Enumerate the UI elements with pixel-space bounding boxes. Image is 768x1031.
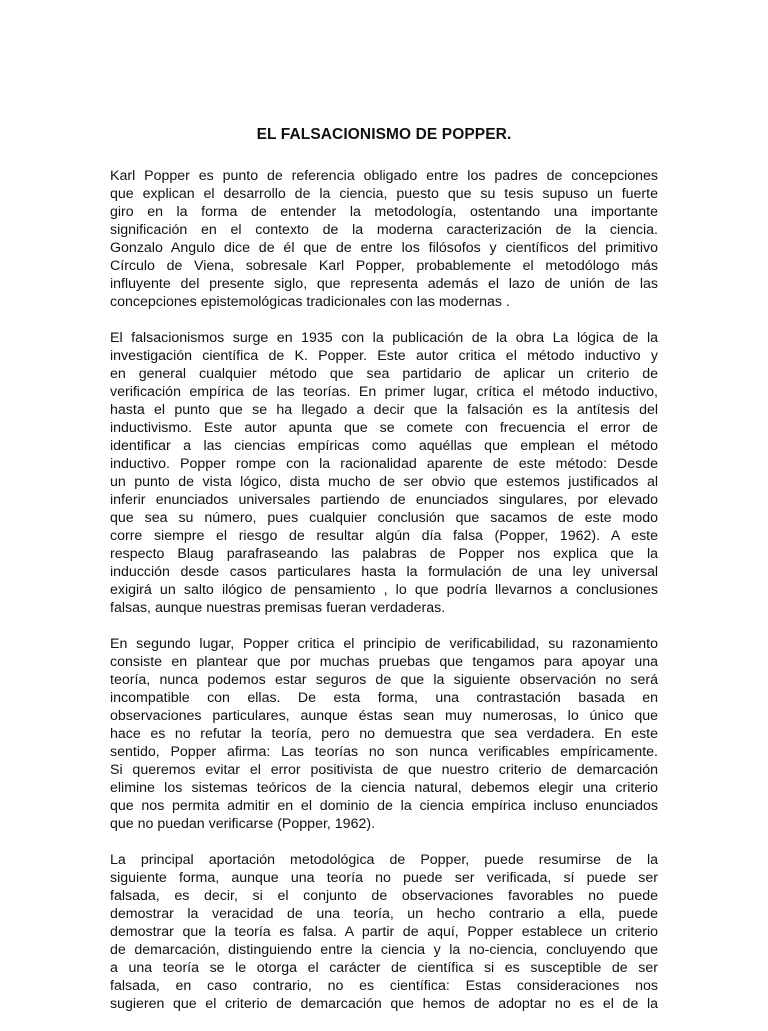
paragraph-line: inferir enunciados universales partiendo de enunciados singulares, por elevado (110, 492, 658, 508)
paragraph-line: Gonzalo Angulo dice de él que de entre los filósofos y científicos del primitivo (110, 240, 658, 256)
paragraph-line: en general cualquier método que sea partidario de aplicar un criterio de (110, 366, 658, 382)
paragraph-line: observaciones particulares, aunque éstas sean muy numerosas, lo único que (110, 708, 658, 724)
paragraph-line: corre siempre el riesgo de resultar algún día falsa (Popper, 1962). A este (110, 528, 658, 544)
paragraph-1 (110, 167, 658, 311)
paragraph-line: investigación científica de K. Popper. Este autor critica el método inductivo y (110, 348, 658, 364)
paragraph-line: elimine los sistemas teóricos de la ciencia natural, debemos elegir una criterio (110, 780, 658, 796)
paragraph-line: a una teoría se le otorga el carácter de científica si es susceptible de ser (110, 960, 658, 976)
paragraph-line: sentido, Popper afirma: Las teorías no son nunca verificables empíricamente. (110, 744, 658, 760)
paragraph-line: demostrar la veracidad de una teoría, un hecho contrario a ella, puede (110, 906, 658, 922)
paragraph-line: un punto de vista lógico, dista mucho de ser obvio que estemos justificados al (110, 474, 658, 490)
paragraph-line: significación en el contexto de la moderna caracterización de la ciencia. (110, 222, 658, 238)
paragraph-line: falsada, es decir, si el conjunto de observaciones favorables no puede (110, 888, 658, 904)
paragraph-line: inductivo. Popper rompe con la racionalidad aparente de este método: Desde (110, 456, 658, 472)
paragraph-line: influyente del presente siglo, que representa además el lazo de unión de las (110, 276, 658, 292)
paragraph-line: exigirá un salto ilógico de pensamiento , lo que podría llevarnos a conclusiones (110, 582, 658, 598)
paragraph-line: consiste en plantear que por muchas pruebas que tengamos para apoyar una (110, 654, 658, 670)
paragraph-line: La principal aportación metodológica de Popper, puede resumirse de la (110, 852, 658, 868)
document-body (110, 167, 658, 1031)
paragraph-line: respecto Blaug parafraseando las palabras de Popper nos explica que la (110, 546, 658, 562)
paragraph-3 (110, 635, 658, 833)
paragraph-line: Karl Popper es punto de referencia obligado entre los padres de concepciones (110, 168, 658, 184)
paragraph-line: verificación empírica de las teorías. En primer lugar, crítica el método inductivo, (110, 384, 658, 400)
paragraph-line: que nos permita admitir en el dominio de la ciencia empírica incluso enunciados (110, 798, 658, 814)
paragraph-line: que no puedan verificarse (Popper, 1962). (110, 816, 376, 832)
paragraph-2 (110, 329, 658, 617)
paragraph-line: falsas, aunque nuestras premisas fueran verdaderas. (110, 600, 446, 616)
paragraph-line: inducción desde casos particulares hasta la formulación de una ley universal (110, 564, 658, 580)
paragraph-line: falsada, en caso contrario, no es científica: Estas consideraciones nos (110, 978, 658, 994)
paragraph-line: hace es no refutar la teoría, pero no demuestra que sea verdadera. En este (110, 726, 658, 742)
paragraph-line: El falsacionismos surge en 1935 con la publicación de la obra La lógica de la (110, 330, 658, 346)
paragraph-line: que explican el desarrollo de la ciencia, puesto que su tesis supuso un fuerte (110, 186, 658, 202)
paragraph-line: identificar a las ciencias empíricas como aquéllas que emplean el método (110, 438, 658, 454)
paragraph-line: inductivismo. Este autor apunta que se comete con frecuencia el error de (110, 420, 658, 436)
paragraph-line: de demarcación, distinguiendo entre la ciencia y la no-ciencia, concluyendo que (110, 942, 658, 958)
paragraph-line: hasta el punto que se ha llegado a decir que la falsación es la antítesis del (110, 402, 658, 418)
paragraph-line: sugieren que el criterio de demarcación que hemos de adoptar no es el de la (110, 996, 658, 1012)
paragraph-line: En segundo lugar, Popper critica el principio de verificabilidad, su razonamiento (110, 636, 658, 652)
paragraph-line: concepciones epistemológicas tradicionales con las modernas . (110, 294, 510, 310)
paragraph-line: que sea su número, pues cualquier conclusión que sacamos de este modo (110, 510, 658, 526)
paragraph-line: Círculo de Viena, sobresale Karl Popper, probablemente el metodólogo más (110, 258, 658, 274)
document-title: EL FALSACIONISMO DE POPPER. (256, 126, 512, 143)
paragraph-4 (110, 851, 658, 1013)
paragraph-line: Si queremos evitar el error positivista de que nuestro criterio de demarcación (110, 762, 658, 778)
paragraph-line: teoría, nunca podemos estar seguros de que la siguiente observación no será (110, 672, 658, 688)
paragraph-line: demostrar que la teoría es falsa. A partir de aquí, Popper establece un criterio (110, 924, 658, 940)
paragraph-line: siguiente forma, aunque una teoría no puede ser verificada, sí puede ser (110, 870, 658, 886)
paragraph-line: incompatible con ellas. De esta forma, una contrastación basada en (110, 690, 658, 706)
paragraph-line: giro en la forma de entender la metodología, ostentando una importante (110, 204, 658, 220)
